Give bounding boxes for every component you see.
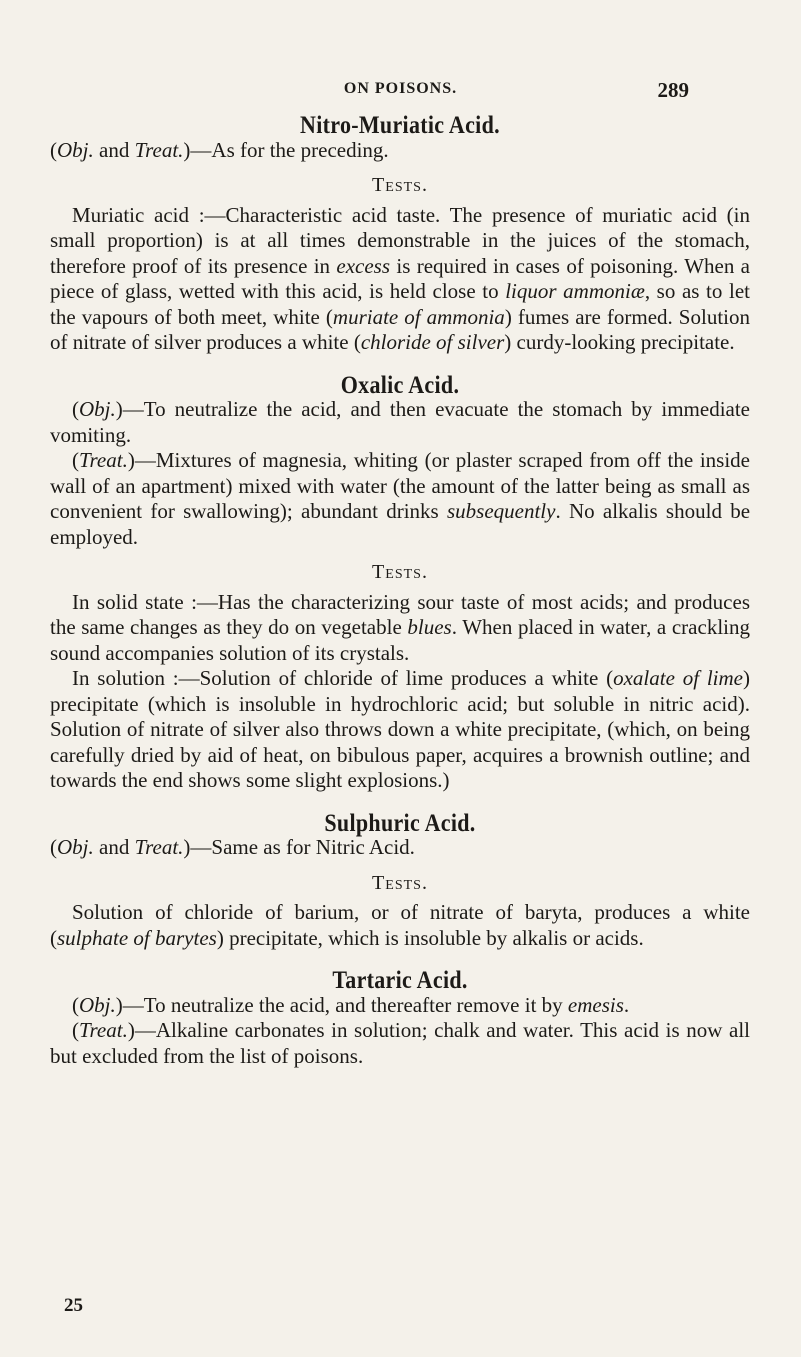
sulphuric-tests-heading: Tests. — [372, 871, 428, 894]
running-title: ON POISONS. — [343, 80, 458, 97]
sulphuric-tests-paragraph: Solution of chloride of barium, or of nitrate of baryta, produces a white (sulphate of barytes) precipitate, which is insoluble by alkalis or acids. — [50, 900, 750, 950]
oxalic-treat-paragraph: (Treat.)—Mixtures of magnesia, whiting (or plaster scraped from off the inside wall of an apartment) mixed with water (the amount of the latter being as small as convenient for swallowing); abundant drinks subsequently. No alkalis should be employed. — [50, 448, 751, 549]
page-number: 289 — [657, 78, 689, 102]
oxalic-solid-paragraph: In solid state :—Has the characterizing sour taste of most acids; and produces the same changes as they do on vegetable blues. When placed in water, a crackling sound accompanies solution of its crystals. — [50, 589, 750, 665]
nitro-obj-treat-paragraph: (Obj. and Treat.)—As for the preceding. — [50, 137, 389, 162]
sulphuric-obj-treat-paragraph: (Obj. and Treat.)—Same as for Nitric Acid. — [50, 835, 415, 859]
page-content — [50, 112, 750, 1069]
section-heading-oxalic: Oxalic Acid. — [340, 369, 460, 399]
oxalic-tests-heading: Tests. — [372, 561, 428, 583]
running-head — [0, 80, 801, 104]
section-heading-sulphuric: Sulphuric Acid. — [324, 807, 476, 837]
tartaric-obj-paragraph: (Obj.)—To neutralize the acid, and thereafter remove it by emesis. — [72, 992, 630, 1017]
nitro-tests-paragraph: Muriatic acid :—Characteristic acid taste. The presence of muriatic acid (in small proportion) is at all times demonstrable in the juices of the stomach, therefore proof of its presence in excess is required in cases of poisoning. When a piece of glass, wetted with this acid, is held close to liquor ammoniæ, so as to let the vapours of both meet, white (muriate of ammonia) fumes are formed. Solution of nitrate of silver produces a white (chloride of silver) curdy-looking precipitate. — [50, 202, 750, 354]
signature-mark: 25 — [64, 1295, 83, 1316]
section-heading-nitro-muriatic: Nitro-Muriatic Acid. — [300, 110, 500, 139]
section-heading-tartaric: Tartaric Acid. — [332, 965, 468, 994]
tartaric-treat-paragraph: (Treat.)—Alkaline carbonates in solution; chalk and water. This acid is now all but excluded from the list of poisons. — [50, 1018, 750, 1068]
nitro-tests-heading: Tests. — [372, 174, 428, 196]
oxalic-solution-paragraph: In solution :—Solution of chloride of lime produces a white (oxalate of lime) precipitate (which is insoluble in hydrochloric acid; but soluble in nitric acid). Solution of nitrate of silver also throws down a white precipitate, (which, on being carefully dried by aid of heat, on bibulous paper, acquires a brownish outline; and towards the end shows some slight explosions.) — [50, 666, 750, 792]
oxalic-obj-paragraph: (Obj.)—To neutralize the acid, and then evacuate the stomach by immediate vomiting. — [50, 397, 750, 447]
